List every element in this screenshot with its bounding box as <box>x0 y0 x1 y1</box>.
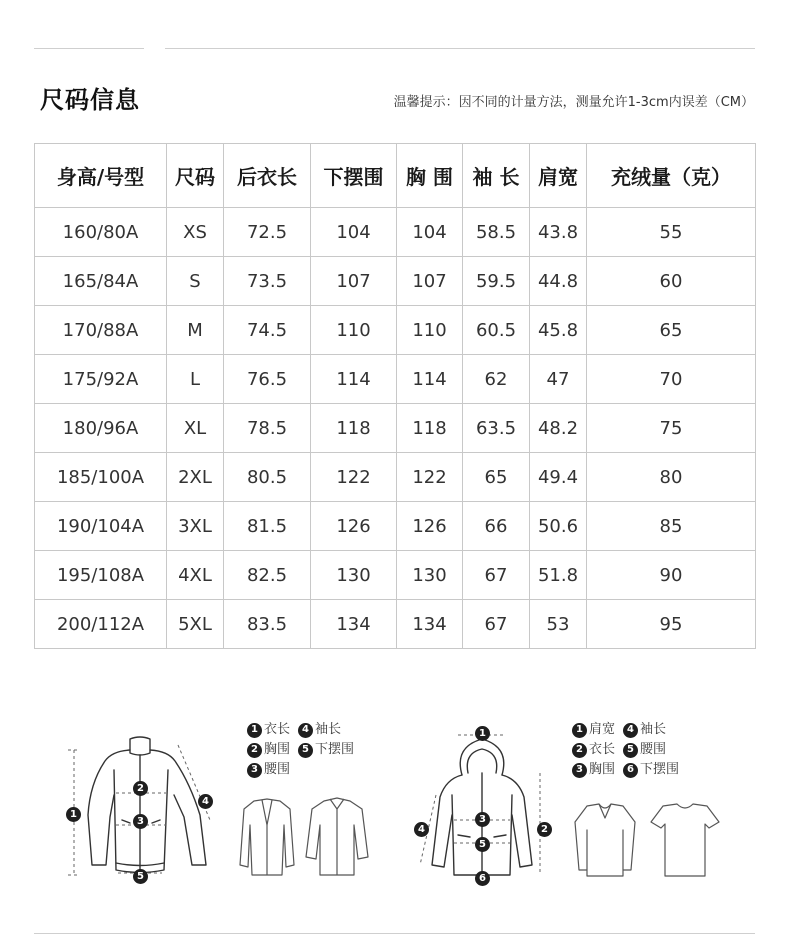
header-height-model: 身高/号型 <box>35 144 167 208</box>
table-header-row <box>35 144 756 208</box>
table-cell: XL <box>167 404 224 453</box>
table-cell: 110 <box>311 306 397 355</box>
header-hem: 下摆围 <box>311 144 397 208</box>
hoodie-legend-item: 2 衣长 <box>572 740 615 760</box>
table-cell: 55 <box>587 208 756 257</box>
table-row <box>35 257 756 306</box>
header-chest: 胸 围 <box>397 144 463 208</box>
table-cell: 66 <box>463 502 530 551</box>
page-title: 尺码信息 <box>40 86 140 114</box>
table-cell: 49.4 <box>530 453 587 502</box>
top-rule-right <box>165 48 755 49</box>
table-row <box>35 208 756 257</box>
table-cell: 80.5 <box>224 453 311 502</box>
table-cell: 60 <box>587 257 756 306</box>
hoodie-marker-3: 3 <box>475 812 490 827</box>
table-cell: 122 <box>397 453 463 502</box>
header-sleeve: 袖 长 <box>463 144 530 208</box>
jacket-marker-1: 1 <box>66 807 81 822</box>
table-cell: 180/96A <box>35 404 167 453</box>
table-cell: S <box>167 257 224 306</box>
measurement-tip: 温馨提示：因不同的计量方法，测量允许1-3cm内误差（CM） <box>393 95 754 110</box>
table-cell: 73.5 <box>224 257 311 306</box>
table-cell: 114 <box>311 355 397 404</box>
table-cell: 104 <box>397 208 463 257</box>
table-row <box>35 551 756 600</box>
table-cell: 51.8 <box>530 551 587 600</box>
header-shoulder: 肩宽 <box>530 144 587 208</box>
header-down-fill: 充绒量（克） <box>587 144 756 208</box>
table-body <box>35 208 756 649</box>
table-cell: 190/104A <box>35 502 167 551</box>
table-cell: 74.5 <box>224 306 311 355</box>
table-cell: 185/100A <box>35 453 167 502</box>
hoodie-legend-item: 5 腰围 <box>623 740 666 760</box>
table-cell: 78.5 <box>224 404 311 453</box>
table-cell: 53 <box>530 600 587 649</box>
jacket-legend-item: 5 下摆围 <box>298 740 354 760</box>
table-cell: 118 <box>311 404 397 453</box>
table-cell: 122 <box>311 453 397 502</box>
table-cell: 175/92A <box>35 355 167 404</box>
table-cell: 130 <box>311 551 397 600</box>
hoodie-legend-item: 6 下摆围 <box>623 760 679 780</box>
table-cell: 48.2 <box>530 404 587 453</box>
table-cell: 59.5 <box>463 257 530 306</box>
table-cell: 80 <box>587 453 756 502</box>
jacket-marker-3: 3 <box>133 814 148 829</box>
table-cell: 134 <box>311 600 397 649</box>
table-cell: 67 <box>463 551 530 600</box>
table-row <box>35 453 756 502</box>
hoodie-marker-5: 5 <box>475 837 490 852</box>
table-cell: 130 <box>397 551 463 600</box>
tshirt-icons <box>565 800 725 880</box>
table-cell: 134 <box>397 600 463 649</box>
hoodie-marker-2: 2 <box>537 822 552 837</box>
table-cell: 160/80A <box>35 208 167 257</box>
table-row <box>35 404 756 453</box>
table-cell: 58.5 <box>463 208 530 257</box>
table-cell: 44.8 <box>530 257 587 306</box>
table-cell: 82.5 <box>224 551 311 600</box>
jacket-legend-item: 1 衣长 <box>247 720 290 740</box>
table-cell: 81.5 <box>224 502 311 551</box>
hoodie-legend-item: 1 肩宽 <box>572 720 615 740</box>
table-cell: 75 <box>587 404 756 453</box>
table-cell: 110 <box>397 306 463 355</box>
table-cell: XS <box>167 208 224 257</box>
table-cell: 65 <box>463 453 530 502</box>
table-row <box>35 306 756 355</box>
hoodie-legend <box>572 720 679 780</box>
table-cell: 170/88A <box>35 306 167 355</box>
table-cell: 72.5 <box>224 208 311 257</box>
hoodie-marker-6: 6 <box>475 871 490 886</box>
table-cell: 70 <box>587 355 756 404</box>
table-cell: 104 <box>311 208 397 257</box>
table-cell: 63.5 <box>463 404 530 453</box>
table-cell: 126 <box>397 502 463 551</box>
table-cell: 2XL <box>167 453 224 502</box>
table-cell: 165/84A <box>35 257 167 306</box>
table-cell: 60.5 <box>463 306 530 355</box>
table-cell: 3XL <box>167 502 224 551</box>
table-cell: 107 <box>311 257 397 306</box>
table-cell: 85 <box>587 502 756 551</box>
table-cell: 126 <box>311 502 397 551</box>
table-cell: 95 <box>587 600 756 649</box>
table-row <box>35 600 756 649</box>
table-cell: 65 <box>587 306 756 355</box>
hoodie-measure-diagram <box>410 725 565 890</box>
table-cell: 118 <box>397 404 463 453</box>
blazer-and-shirt-icons <box>232 795 392 880</box>
header-back-length: 后衣长 <box>224 144 311 208</box>
bottom-rule <box>34 933 755 934</box>
jacket-marker-4: 4 <box>198 794 213 809</box>
table-cell: 50.6 <box>530 502 587 551</box>
table-cell: 43.8 <box>530 208 587 257</box>
table-cell: 45.8 <box>530 306 587 355</box>
hoodie-marker-1: 1 <box>475 726 490 741</box>
header-size: 尺码 <box>167 144 224 208</box>
table-cell: 107 <box>397 257 463 306</box>
jacket-legend-item: 4 袖长 <box>298 720 341 740</box>
table-cell: 200/112A <box>35 600 167 649</box>
hoodie-marker-4: 4 <box>414 822 429 837</box>
table-cell: 62 <box>463 355 530 404</box>
jacket-legend <box>247 720 354 780</box>
table-cell: 114 <box>397 355 463 404</box>
jacket-legend-item: 3 腰围 <box>247 760 290 780</box>
hoodie-legend-item: 3 胸围 <box>572 760 615 780</box>
table-cell: 90 <box>587 551 756 600</box>
table-cell: 67 <box>463 600 530 649</box>
jacket-marker-5: 5 <box>133 869 148 884</box>
table-cell: 4XL <box>167 551 224 600</box>
hoodie-legend-item: 4 袖长 <box>623 720 666 740</box>
table-cell: 195/108A <box>35 551 167 600</box>
table-cell: 83.5 <box>224 600 311 649</box>
top-rule-left <box>34 48 144 49</box>
table-row <box>35 355 756 404</box>
table-cell: 47 <box>530 355 587 404</box>
table-cell: L <box>167 355 224 404</box>
table-row <box>35 502 756 551</box>
jacket-legend-item: 2 胸围 <box>247 740 290 760</box>
table-cell: M <box>167 306 224 355</box>
table-cell: 76.5 <box>224 355 311 404</box>
table-cell: 5XL <box>167 600 224 649</box>
size-table <box>34 143 756 649</box>
jacket-marker-2: 2 <box>133 781 148 796</box>
